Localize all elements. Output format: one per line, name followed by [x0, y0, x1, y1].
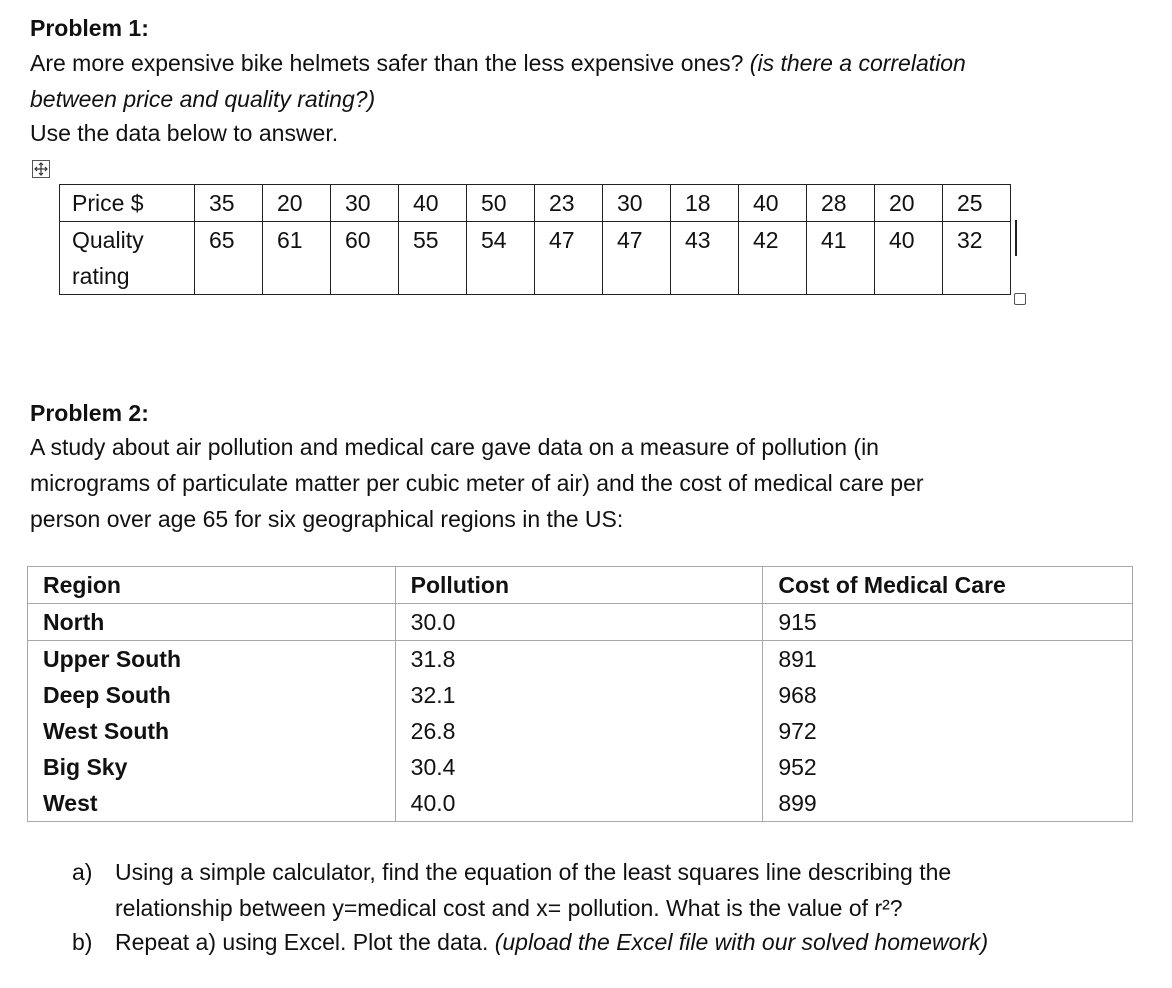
cost-cell: 968	[763, 677, 1133, 713]
quality-cell: 47	[603, 222, 671, 259]
cost-cell: 899	[763, 785, 1133, 822]
quality-cell: 61	[263, 222, 331, 259]
price-cell: 23	[535, 185, 603, 222]
quality-cell: 43	[671, 222, 739, 259]
question-a-text2: relationship between y=medical cost and x= pollution. What is the value of r²?	[115, 895, 903, 921]
question-b-plain: Repeat a) using Excel. Plot the data.	[115, 929, 489, 955]
quality-row-cont	[60, 258, 1011, 295]
problem1-question-plain: Are more expensive bike helmets safer than the less expensive ones?	[30, 50, 744, 76]
question-b-italic: (upload the Excel file with our solved homework)	[494, 929, 989, 955]
quality-cell: 32	[943, 222, 1011, 259]
pollution-cell: 31.8	[395, 641, 763, 678]
region-cell: West South	[28, 713, 396, 749]
price-cell: 20	[263, 185, 331, 222]
table-row	[28, 677, 1133, 713]
table-move-handle-icon[interactable]	[32, 160, 50, 178]
helmet-data-table	[59, 184, 1011, 295]
pollution-cell: 30.0	[395, 604, 763, 641]
header-pollution: Pollution	[395, 567, 763, 604]
table-header-row	[28, 567, 1133, 604]
problem1-heading: Problem 1:	[30, 15, 149, 41]
quality-cell: 41	[807, 222, 875, 259]
table-row	[28, 713, 1133, 749]
header-cost: Cost of Medical Care	[763, 567, 1133, 604]
price-cell: 30	[331, 185, 399, 222]
price-row	[60, 185, 1011, 222]
quality-cell: 40	[875, 222, 943, 259]
cost-cell: 972	[763, 713, 1133, 749]
question-a-letter: a)	[72, 859, 93, 885]
price-cell: 50	[467, 185, 535, 222]
pollution-cell: 32.1	[395, 677, 763, 713]
problem2-text-line1: A study about air pollution and medical care gave data on a measure of pollution (in	[30, 434, 879, 460]
quality-cell: 54	[467, 222, 535, 259]
cost-cell: 952	[763, 749, 1133, 785]
question-a-text1: Using a simple calculator, find the equation of the least squares line describing the	[115, 859, 952, 885]
problem2-heading: Problem 2:	[30, 400, 149, 426]
problem2-text-line3: person over age 65 for six geographical regions in the US:	[30, 506, 624, 532]
cost-cell: 891	[763, 641, 1133, 678]
price-cell: 28	[807, 185, 875, 222]
problem2-text-line2: micrograms of particulate matter per cubic meter of air) and the cost of medical care per	[30, 470, 924, 496]
quality-cell: 55	[399, 222, 467, 259]
table-resize-handle[interactable]	[1014, 293, 1026, 305]
quality-label-cont: rating	[60, 258, 195, 295]
question-b-text	[115, 924, 988, 960]
pollution-data-table	[27, 566, 1133, 822]
price-cell: 18	[671, 185, 739, 222]
region-cell: North	[28, 604, 396, 641]
table-row	[28, 749, 1133, 785]
text-cursor	[1015, 220, 1017, 256]
quality-cell: 65	[195, 222, 263, 259]
region-cell: Upper South	[28, 641, 396, 678]
pollution-cell: 30.4	[395, 749, 763, 785]
pollution-cell: 40.0	[395, 785, 763, 822]
problem1-instruction: Use the data below to answer.	[30, 120, 339, 146]
price-cell: 25	[943, 185, 1011, 222]
quality-label: Quality	[60, 222, 195, 259]
price-cell: 30	[603, 185, 671, 222]
region-cell: Deep South	[28, 677, 396, 713]
problem1-question-italic: (is there a correlation	[749, 50, 966, 76]
problem1-question	[30, 45, 966, 81]
table-row	[28, 604, 1133, 641]
price-cell: 40	[739, 185, 807, 222]
price-cell: 20	[875, 185, 943, 222]
region-cell: West	[28, 785, 396, 822]
region-cell: Big Sky	[28, 749, 396, 785]
problem1-question-italic-cont: between price and quality rating?)	[30, 86, 376, 112]
table-row	[28, 641, 1133, 678]
price-label: Price $	[60, 185, 195, 222]
quality-cell: 60	[331, 222, 399, 259]
price-cell: 40	[399, 185, 467, 222]
price-cell: 35	[195, 185, 263, 222]
header-region: Region	[28, 567, 396, 604]
quality-cell: 42	[739, 222, 807, 259]
quality-row	[60, 222, 1011, 259]
question-b-letter: b)	[72, 929, 93, 955]
cost-cell: 915	[763, 604, 1133, 641]
pollution-cell: 26.8	[395, 713, 763, 749]
quality-cell: 47	[535, 222, 603, 259]
table-row	[28, 785, 1133, 822]
